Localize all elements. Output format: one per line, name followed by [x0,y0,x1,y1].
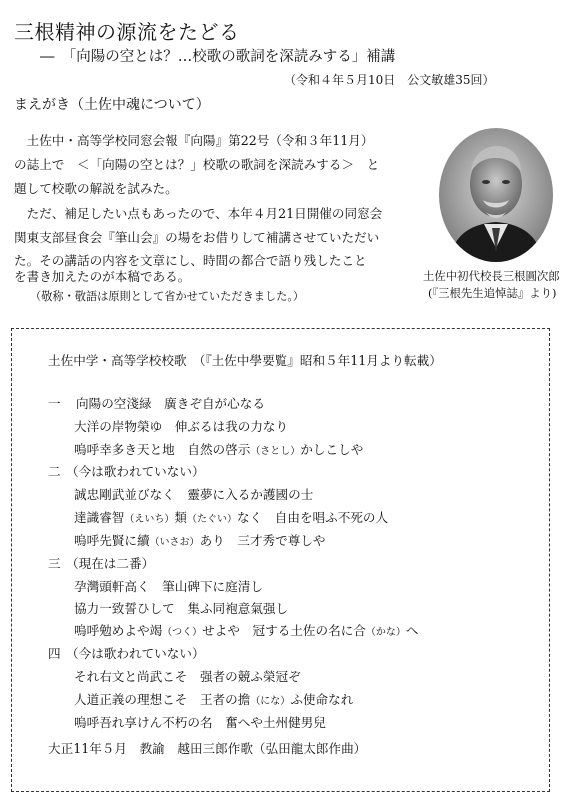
verse-number: 一 [48,396,61,411]
verse-note: （現在は二番） [66,556,155,571]
song-credit: 大正11年５月 教諭 越田三郎作歌（弘田龍太郎作曲） [48,741,367,756]
verse-note: （今は歌われていない） [66,464,205,479]
intro-line: た。その講話の内容を文章にし、時間の都合で語り残したこと [14,253,367,268]
furigana: （いさお） [149,537,200,548]
verse-text: 嗚呼幸多き天と地 自然の啓示 [74,442,251,457]
verse-line: 大洋の岸物榮ゆ 伸ぶるは我の力なり [74,419,289,434]
intro-line: の誌上で ＜「向陽の空とは？」校歌の歌詞を深読みする＞ と [14,157,380,172]
dateline: （令和４年５月10日 公文敏雄35回） [284,73,495,87]
portrait-image [439,128,553,262]
verse-text: ふ使命なれ [290,692,354,707]
footnote: （敬称・敬語は原則として省かせていただきました。） [30,290,305,303]
furigana: （つく） [162,627,203,638]
portrait-caption: 土佐中初代校長三根圓次郎 [423,269,560,283]
verse-text: なく 自由を唱ふ不死の人 [236,510,389,525]
verse-text: 嗚呼勉めよや竭 [74,623,163,638]
verse-line [74,530,326,549]
verse-text: 嗚呼先賢に續 [74,533,150,548]
verse-number: 四 [48,646,61,661]
verse-line [74,507,388,526]
verse-line: それ右文と尚武こそ 强者の競ふ榮冠ぞ [74,669,301,684]
verse-line: 誠忠剛武並びなく 靈夢に入るか護國の士 [74,487,314,502]
verse-text: へ [405,623,419,638]
furigana: （にな） [250,696,291,707]
verse-line [74,620,418,639]
verse-line: 協力一致誓ひして 集ふ同袍意氣强し [74,601,289,616]
verse-text: 達識睿智 [74,510,125,525]
verse-line [74,439,363,458]
verse-text: せよや 冠する土佐の名に合 [202,623,366,638]
verse-text: 類 [174,510,187,525]
preface-heading: まえがき（土佐中魂について） [14,97,210,113]
verse-text: 人道正義の理想こそ 王者の擔 [74,692,251,707]
page-title: 三根精神の源流をたどる [14,20,240,44]
verse-line: 嗚呼吾れ享けん不朽の名 奮へや土州健男兒 [74,715,326,730]
furigana: （えいち） [124,514,175,525]
furigana: （かな） [365,627,406,638]
song-title: 土佐中学・高等学校校歌 （『土佐中學要覧』昭和５年11月より転載） [48,353,442,368]
verse-text: かしこしや [300,442,364,457]
page-subtitle: ― 「向陽の空とは？…校歌の歌詞を深読みする」補講 [40,49,396,65]
portrait-photo [439,128,553,262]
portrait-caption-source: (『三根先生追悼誌』より) [428,286,557,300]
intro-line: 関東支部昼食会『筆山会』の場をお借りして補講させていただい [14,230,380,245]
verse-number: 二 [48,464,61,479]
verse-line [74,689,353,708]
verse-text: あり 三才秀で尊しや [199,533,326,548]
intro-line: 題して校歌の解説を試みた。 [14,181,178,196]
furigana: （さとし） [250,446,301,457]
verse-number: 三 [48,556,61,571]
intro-line: を書き加えたのが本稿である。 [14,269,191,284]
verse-line: 向陽の空淺緑 廣きぞ自が心なる [76,396,265,411]
intro-line: ただ、補足したい点もあったので、本年４月21日開催の同窓会 [14,206,383,221]
furigana: （たぐい） [186,514,237,525]
verse-note: （今は歌われていない） [66,646,205,661]
intro-line: 土佐中・高等学校同窓会報『向陽』第22号（令和３年11月） [14,133,374,148]
verse-line: 孕灣頭軒高く 筆山碑下に庭清し [74,579,263,594]
